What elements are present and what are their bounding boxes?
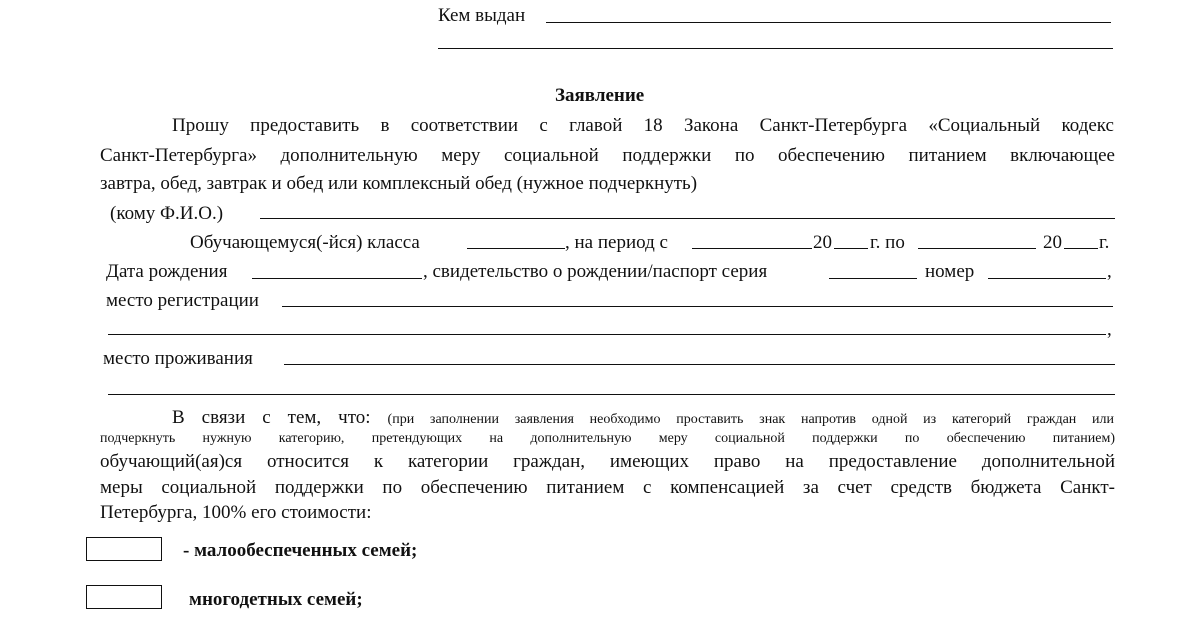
student-class-line[interactable] [467,248,565,249]
residence-label: место проживания [103,348,253,369]
residence-line[interactable] [284,364,1115,365]
low-income-label: - малообеспеченных семей; [183,540,418,561]
para2-note-line1: (при заполнении заявления необходимо проставить знак напротив одной из категорий граждан или [387,412,1115,427]
issued-by-label: Кем выдан [438,5,526,26]
para2-line3: Петербурга, 100% его стоимости: [100,502,372,523]
recipient-label: (кому Ф.И.О.) [110,203,224,224]
number-comma: , [1107,261,1112,282]
number-label: номер [925,261,975,282]
registration-line[interactable] [282,306,1113,307]
period-end-line[interactable] [918,248,1036,249]
certificate-label: , свидетельство о рождении/паспорт серия [423,261,768,282]
issued-by-line-2[interactable] [438,48,1113,49]
number-line[interactable] [988,278,1106,279]
para2-note-line2: подчеркнуть нужную категорию, претендующих на дополнительную меру социальной поддержки по обеспечению питанием) [100,431,1115,446]
recipient-line[interactable] [260,218,1115,219]
para1-line2: Санкт-Петербурга» дополнительную меру социальной поддержки по обеспечению питанием включающее [100,145,1115,166]
para2-lead: В связи с тем, что: [172,407,371,428]
para1-line1: Прошу предоставить в соответствии с главой 18 Закона Санкт-Петербурга «Социальный кодекс [172,115,1114,136]
year-suffix-1: г. по [870,232,905,253]
student-class-label: Обучающемуся(-йся) класса [190,232,420,253]
period-label: , на период с [565,232,668,253]
year-prefix-2: 20 [1043,232,1062,253]
year-1-line[interactable] [834,248,868,249]
para1-line3: завтра, обед, завтрак и обед или комплексный обед (нужное подчеркнуть) [100,173,698,194]
registration-line-2[interactable] [108,334,1106,335]
year-prefix-1: 20 [813,232,832,253]
low-income-checkbox[interactable] [86,537,162,561]
large-family-checkbox[interactable] [86,585,162,609]
para2-lead-line [172,408,1114,427]
birth-date-line[interactable] [252,278,422,279]
period-start-line[interactable] [692,248,812,249]
series-line[interactable] [829,278,917,279]
year-2-line[interactable] [1064,248,1098,249]
para2-line1: обучающий(ая)ся относится к категории граждан, имеющих право на предоставление дополнительной [100,451,1115,472]
registration-comma: , [1107,319,1112,340]
year-suffix-2: г. [1099,232,1110,253]
para2-line2: меры социальной поддержки по обеспечению питанием с компенсацией за счет средств бюджета Санкт- [100,477,1115,498]
registration-label: место регистрации [106,290,259,311]
residence-line-2[interactable] [108,394,1115,395]
birth-date-label: Дата рождения [106,261,228,282]
document-title: Заявление [555,85,645,106]
issued-by-line[interactable] [546,22,1111,23]
large-family-label: многодетных семей; [189,589,363,610]
